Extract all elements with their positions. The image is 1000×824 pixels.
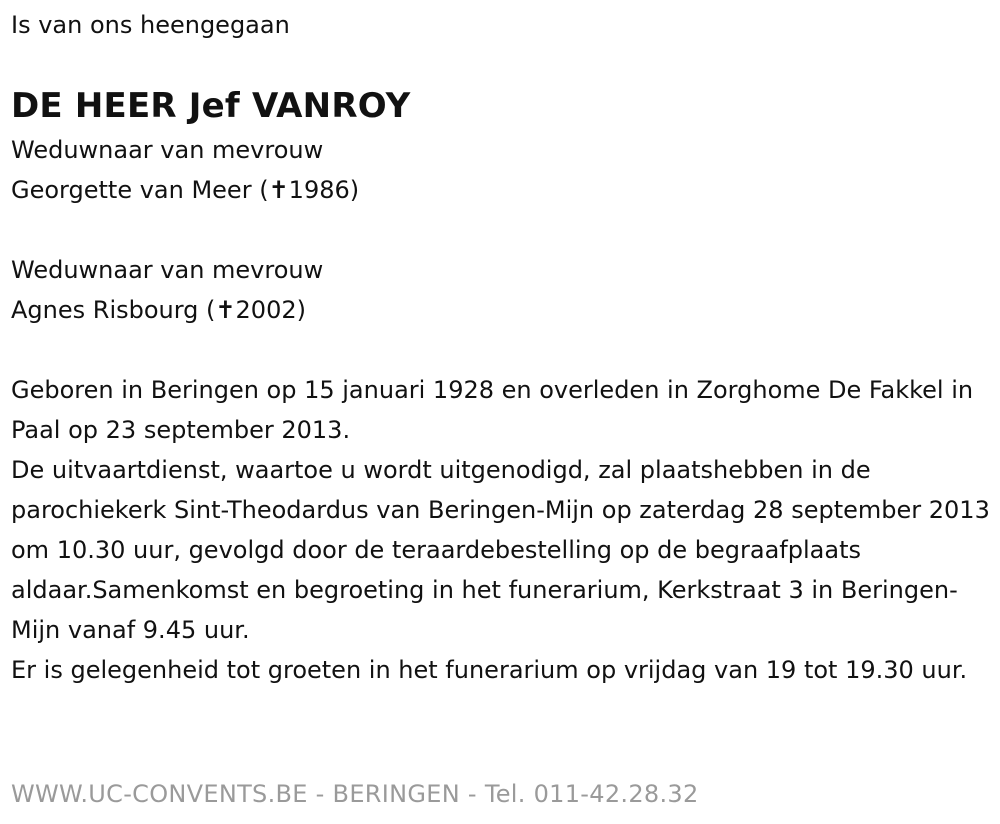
spouse-block-1 [11,130,991,210]
spouse-block-2 [11,250,991,330]
cross-icon: ✝ [215,296,236,324]
funeral-paragraph: De uitvaartdienst, waartoe u wordt uitgenodigd, zal plaatshebben in de parochiekerk Sint-Theodardus van Beringen-Mijn op zaterdag 28 september 2013 om 10.30 uur, gevolgd door de teraardebestelling op de begraafplaats aldaar.Samenkomst en begroeting in het funerarium, Kerkstraat 3 in Beringen-Mijn vanaf 9.45 uur. [11,456,990,644]
birth-death-paragraph: Geboren in Beringen op 15 januari 1928 en overleden in Zorghome De Fakkel in Paal op 23 september 2013. [11,376,974,444]
spouse-name [11,290,991,330]
spouse-name-text: Agnes Risbourg ( [11,296,216,324]
intro-text: Is van ons heengegaan [11,11,290,39]
spacer [11,330,991,370]
spouse-relation: Weduwnaar van mevrouw [11,136,324,164]
spouse-name [11,170,991,210]
deceased-name: DE HEER Jef VANROY [11,86,411,126]
spouse-death-year: 1986) [288,176,360,204]
obituary-notice [11,5,991,690]
cross-icon: ✝ [268,176,289,204]
spacer [11,210,991,250]
spouse-relation: Weduwnaar van mevrouw [11,256,324,284]
spouse-death-year: 2002) [235,296,306,324]
spouse-name-text: Georgette van Meer ( [11,176,269,204]
footer-contact: WWW.UC-CONVENTS.BE - BERINGEN - Tel. 011-42.28.32 [11,780,699,808]
visitation-paragraph: Er is gelegenheid tot groeten in het funerarium op vrijdag van 19 tot 19.30 uur. [11,656,968,684]
